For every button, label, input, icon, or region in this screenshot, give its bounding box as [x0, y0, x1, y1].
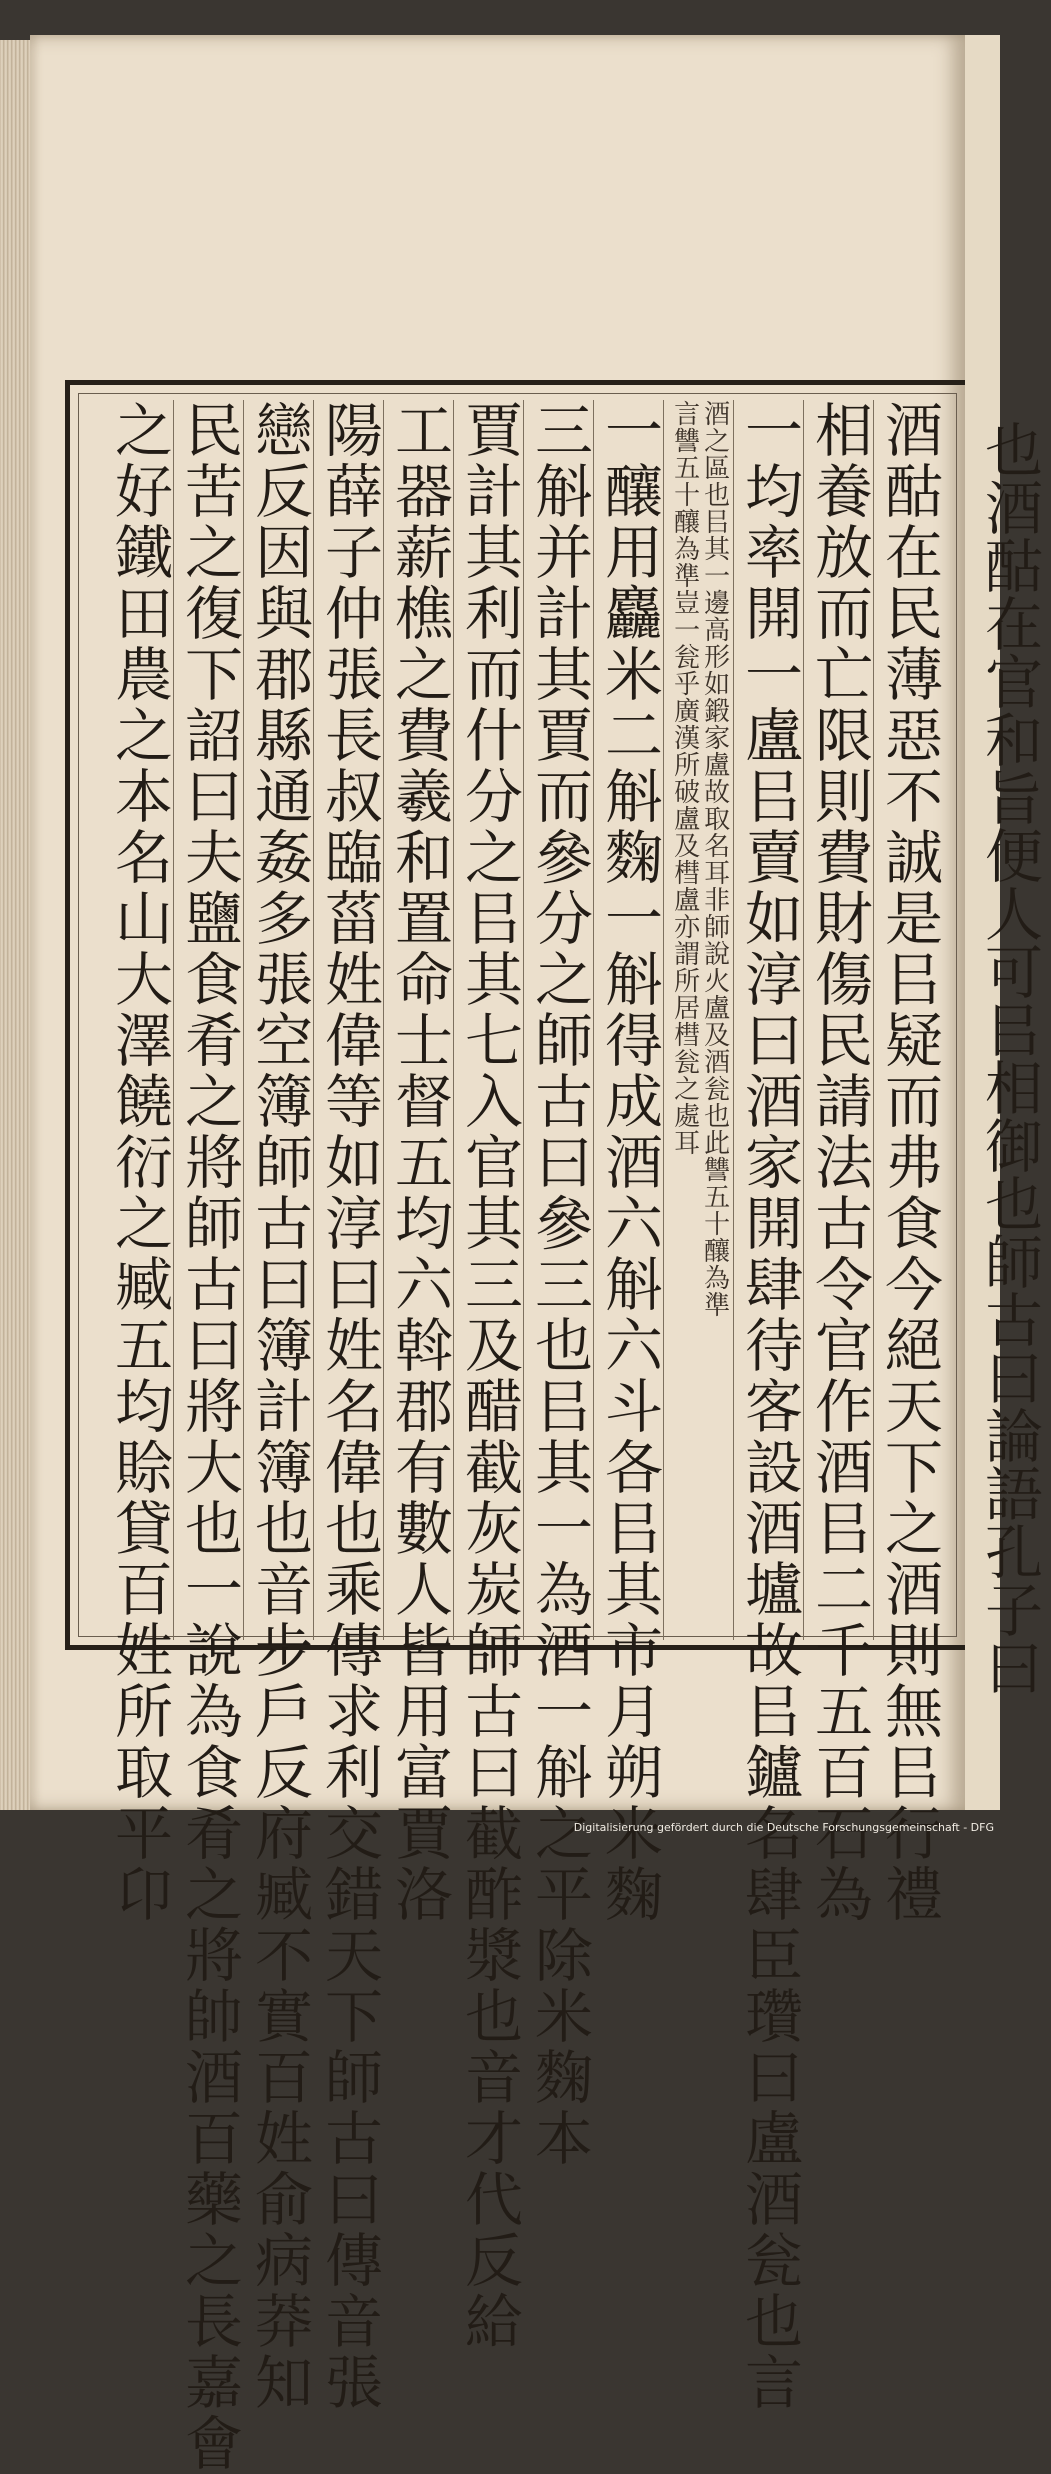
text-column-10: 民苦之復下詔曰夫鹽食肴之將師古曰將大也一說為食肴之將帥酒百藥之長嘉會 [175, 400, 243, 2474]
next-page-text: 也酒酤在官和旨便人可㠯相御也師古曰論語孔子曰 [975, 420, 1043, 1696]
digitization-credit: Digitalisierung gefördert durch die Deutsche Forschungsgemeinschaft - DFG [573, 1821, 994, 1834]
column-rule [593, 400, 594, 1640]
note-column-1: 酒之區也㠯其一邊高形如鍛家盧故取名耳非師說火盧及酒瓮也此讐五十釀為準 [699, 400, 730, 1318]
column-rule [523, 400, 524, 1640]
column-rule [453, 400, 454, 1640]
text-column-11: 之好鐵田農之本名山大澤饒衍之臧五均賒貸百姓所取平卬 [105, 400, 173, 1925]
next-page-edge [965, 35, 1043, 1810]
column-rule [173, 400, 174, 1640]
text-column-7: 工器薪樵之費羲和置命士督五均六斡郡有數人皆用富賈洛 [385, 400, 453, 1925]
text-column-5: 三斛并計其賈而參分之師古曰參三也㠯其一為酒一斛之平除米麴本 [525, 400, 593, 2169]
text-column-2: 相養放而亡限則費財傷民請法古令官作酒㠯二千五百石為 [805, 400, 873, 1925]
text-column-4: 一釀用麤米二斛麴一斛得成酒六斛六斗各㠯其市月朔米麴 [595, 400, 663, 1925]
column-rule [243, 400, 244, 1640]
column-rule [803, 400, 804, 1640]
text-column-3: 一均率開一盧㠯賣如淳曰酒家開肆待客設酒壚故㠯鑪名肆臣瓚曰盧酒瓮也言 [735, 400, 803, 2413]
column-rule [733, 400, 734, 1640]
note-column-2: 言讐五十釀為準豈一瓮乎廣漢所破盧及槥盧亦謂所居槥瓮之處耳 [669, 400, 700, 1156]
text-column-6: 賈計其利而什分之㠯其七入官其三及醋截灰炭師古曰截酢漿也音才代反給 [455, 400, 523, 2352]
text-column-8: 陽薛子仲張長叔臨菑姓偉等如淳曰姓名偉也乘傳求利交錯天下師古曰傳音張 [315, 400, 383, 2413]
column-rule [383, 400, 384, 1640]
text-column-1: 酒酤在民薄惡不誠是㠯疑而弗食今絕天下之酒則無㠯行禮 [875, 400, 943, 1925]
column-rule [873, 400, 874, 1640]
text-column-9: 戀反因與郡縣通姦多張空簿師古曰簿計簿也音步戶反府臧不實百姓俞病莽知 [245, 400, 313, 2413]
column-rule [313, 400, 314, 1640]
column-rule [663, 400, 664, 1640]
